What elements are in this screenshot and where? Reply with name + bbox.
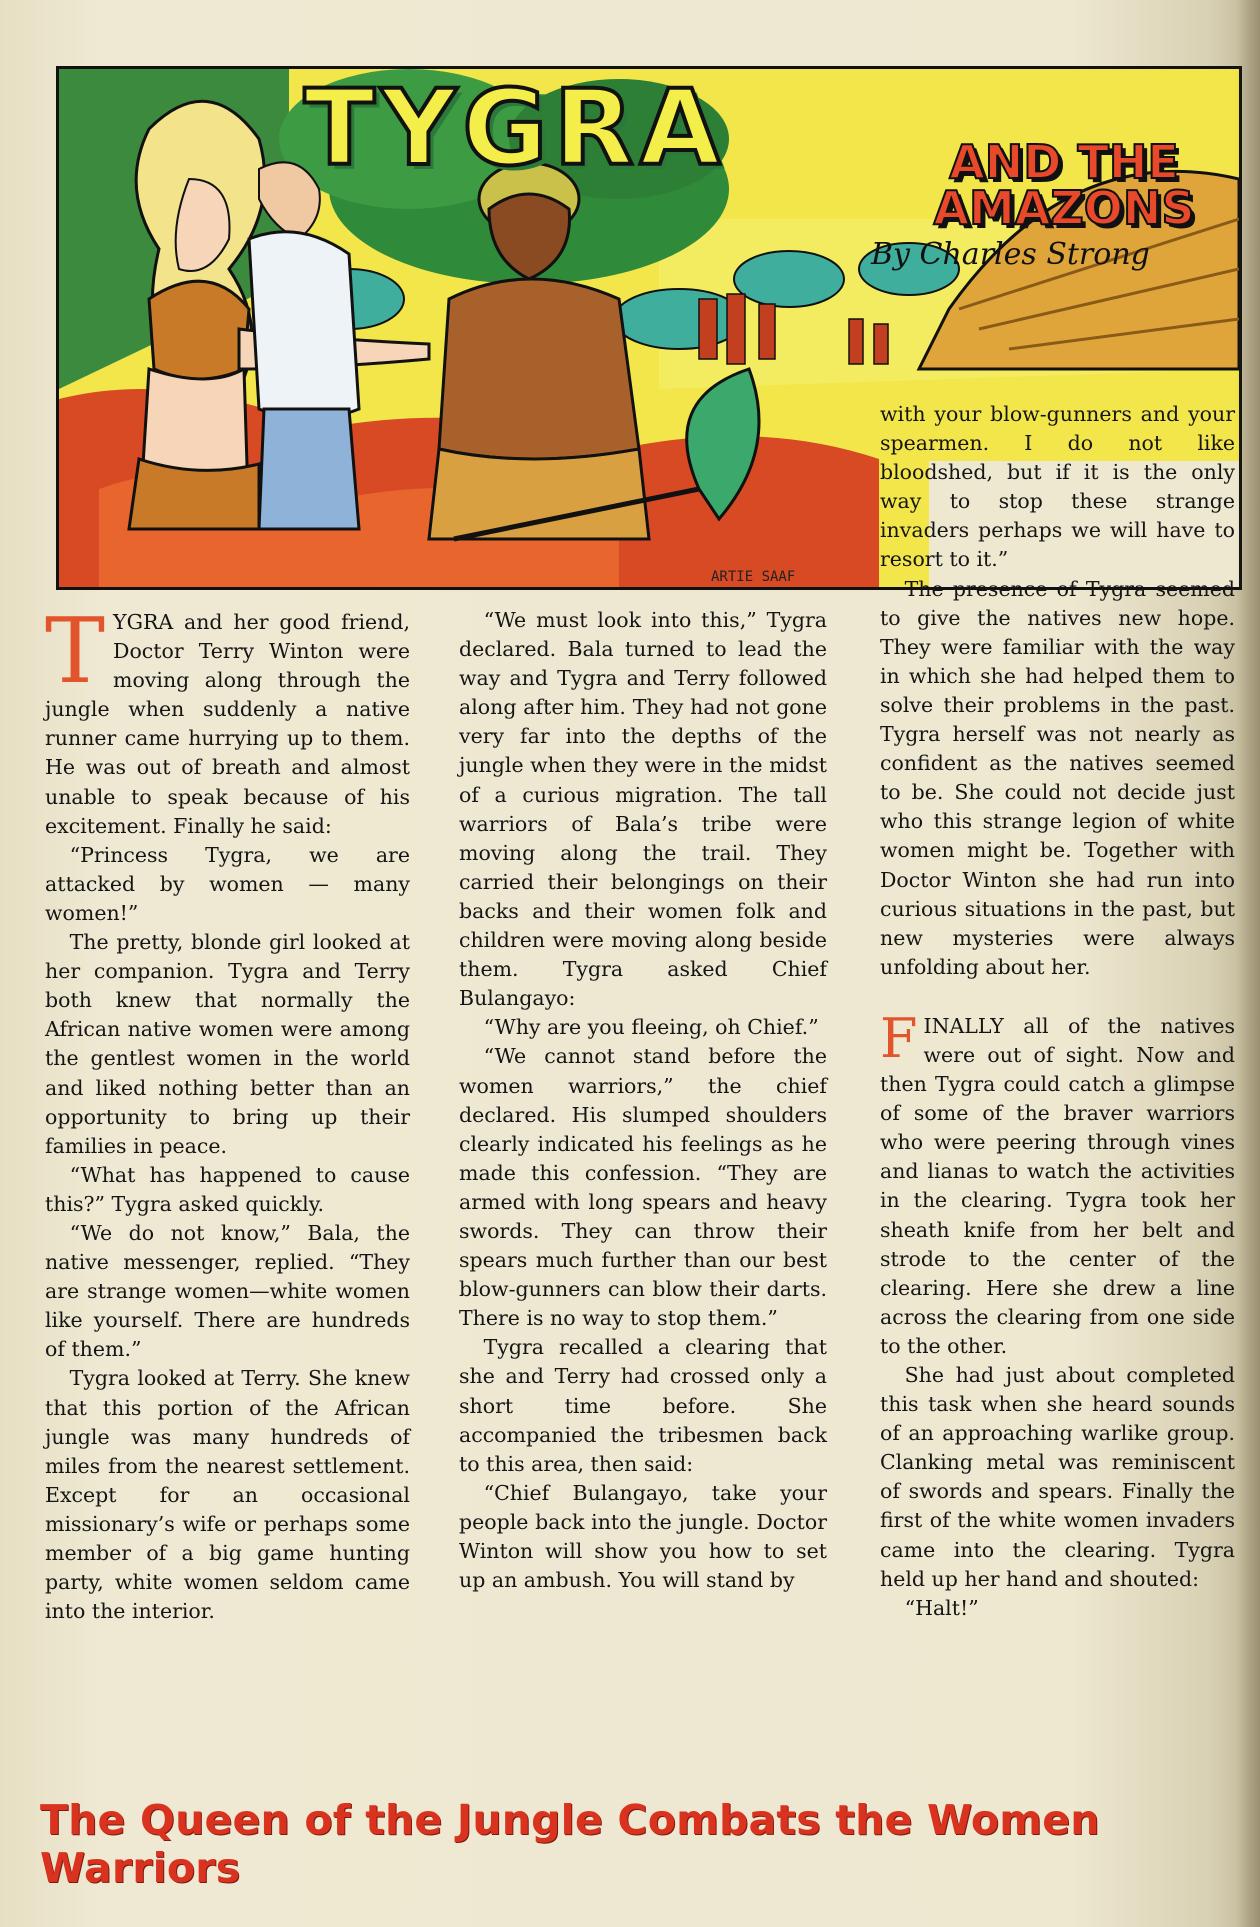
page-spine-shadow [1236,0,1260,1927]
author-byline: By Charles Strong [871,237,1150,272]
text-column-3 [880,400,1235,1623]
paragraph: She had just about completed this task when she heard sounds of an approaching warlike group. Clanking metal was reminiscent of swords and spears. Finally the first of the white women invaders came into the clearing. Tygra held up her hand and shouted: [880,1363,1235,1591]
paragraph: “What has happened to cause this?” Tygra asked quickly. [45,1162,410,1216]
paragraph: “We cannot stand before the women warriors,” the chief declared. His slumped shoulders clearly indicated his feelings as he made this confession. “They are armed with long spears and heavy swords. They can throw their spears much further than our best blow-gunners can blow their darts. There is no way to stop them.” [459,1044,827,1331]
section-break [880,982,1235,1012]
paragraph: “Chief Bulangayo, take your people back into the jungle. Doctor Winton will show you how to set up an ambush. You will stand by [459,1480,827,1593]
text-column-1 [45,599,410,1626]
story-subtitle: AND THE AMAZONS [933,135,1195,235]
paragraph: The pretty, blonde girl looked at her companion. Tygra and Terry both knew that normally the African native women were among the gentlest women in the world and liked nothing better than an opportunity to bring up their families in peace. [45,930,410,1158]
drop-cap: F [880,1006,918,1070]
paragraph: “Why are you fleeing, oh Chief.” [483,1015,819,1040]
footer-tagline: The Queen of the Jungle Combats the Women Warriors [40,1796,1100,1892]
paragraph: “We do not know,” Bala, the native messenger, replied. “They are strange women—white women like yourself. There are hundreds of them.” [45,1220,410,1362]
artist-signature: ARTIE SAAF [711,569,796,585]
text-column-2 [459,606,827,1595]
paragraph: The presence of Tygra seemed to give the natives new hope. They were familiar with the way in which she had helped them to solve their problems in the past. Tygra herself was not nearly as confident as the natives seemed to be. She could not decide just who this strange legion of white women might be. Together with Doctor Winton she had run into curious situations in the past, but new mysteries were always unfolding about her. [880,576,1235,979]
paragraph [880,1006,1235,1361]
paragraph: with your blow-gunners and your spearmen. I do not like bloodshed, but if it is the only way to stop these strange invaders perhaps we will have to resort to it.” [880,402,1235,572]
paragraph: Tygra looked at Terry. She knew that this portion of the African jungle was many hundreds of miles from the nearest settlement. Except for an occasional missionary’s wife or perhaps some member of a big game hunting party, white women seldom came into the interior. [45,1366,410,1624]
paragraph-text: all of the natives were out of sight. Now and then Tygra could catch a glimpse of some of the braver warriors who were peering through vines and lianas to watch the activities in the clearing. Tygra took her sheath knife from her belt and strode to the center of the clearing. Here she drew a line across the clearing from one side to the other. [880,1013,1235,1358]
paragraph: “Princess Tygra, we are attacked by women — many women!” [45,842,410,925]
lead-word: INALLY [923,1013,1004,1038]
paragraph: “Halt!” [904,1595,979,1620]
paragraph: Tygra recalled a clearing that she and Terry had crossed only a short time before. She accompanied the tribesmen back to this area, then said: [459,1335,827,1476]
paragraph-text: YGRA and her good friend, Doctor Terry Winton were moving along through the jungle when suddenly a native runner came hurrying up to them. He was out of breath and almost unable to speak because of his excitement. Finally he said: [45,610,410,838]
paragraph [45,599,410,841]
story-title: TYGRA [304,67,727,189]
paragraph: “We must look into this,” Tygra declared. Bala turned to lead the way and Tygra and Terry followed along after him. They had not gone very far into the depths of the jungle when they were in the midst of a curious migration. The tall warriors of Bala’s tribe were moving along the trail. They carried their belongings on their backs and their women folk and children were moving along beside them. Tygra asked Chief Bulangayo: [459,608,827,1011]
drop-cap: T [45,599,106,704]
